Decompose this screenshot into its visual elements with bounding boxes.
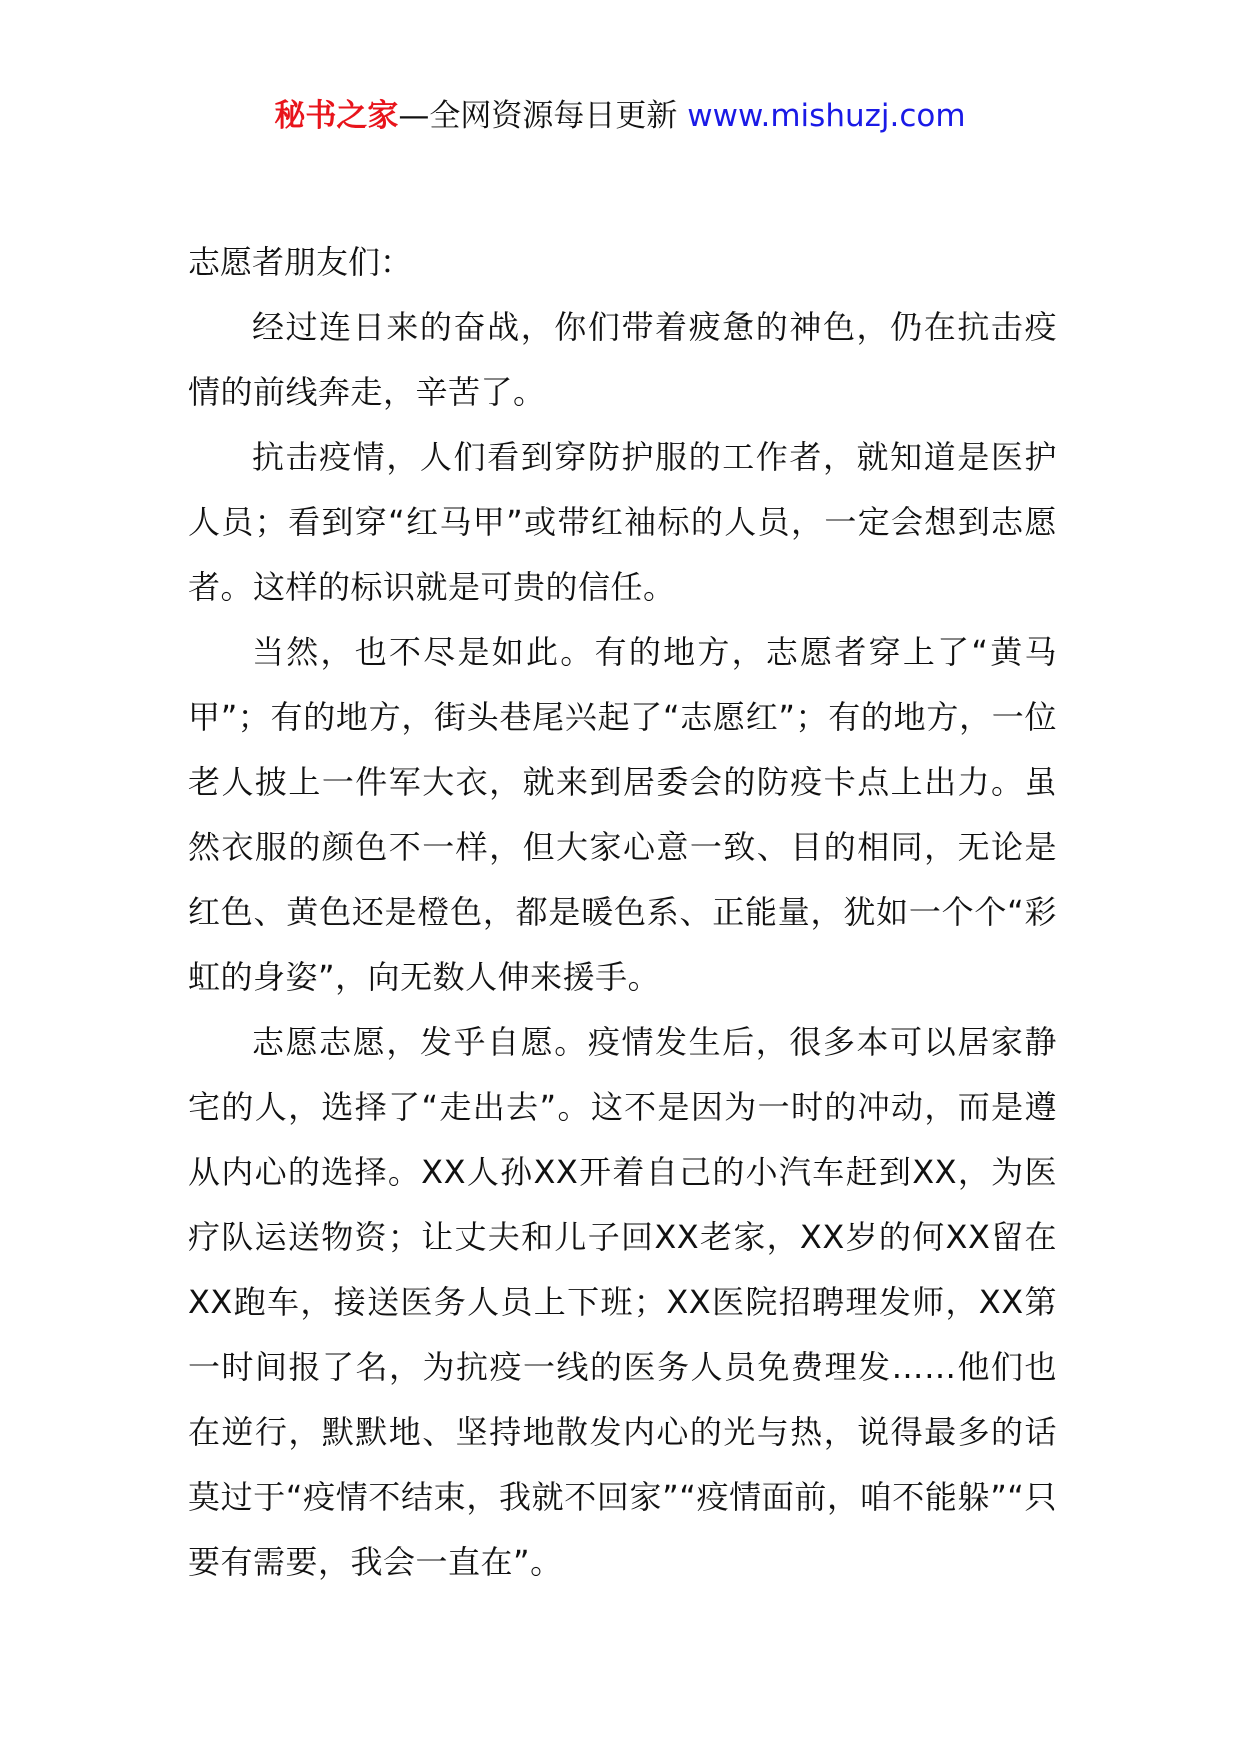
brand-name: 秘书之家 (274, 98, 399, 134)
letter-body (188, 230, 1057, 1595)
header-tagline: —全网资源每日更新 (398, 98, 688, 134)
website-url[interactable]: www.mishuzj.com (687, 98, 966, 134)
salutation: 志愿者朋友们： (188, 243, 413, 281)
paragraph-2: 抗击疫情，人们看到穿防护服的工作者，就知道是医护人员；看到穿“红马甲”或带红袖标的人员，一定会想到志愿者。这样的标识就是可贵的信任。 (188, 438, 1057, 606)
paragraph-4: 志愿志愿，发乎自愿。疫情发生后，很多本可以居家静宅的人，选择了“走出去”。这不是因为一时的冲动，而是遵从内心的选择。XX人孙XX开着自己的小汽车赶到XX，为医疗队运送物资；让丈夫和儿子回XX老家，XX岁的何XX留在XX跑车，接送医务人员上下班；XX医院招聘理发师，XX第一时间报了名，为抗疫一线的医务人员免费理发……他们也在逆行，默默地、坚持地散发内心的光与热，说得最多的话莫过于“疫情不结束，我就不回家”“疫情面前，咱不能躲”“只要有需要，我会一直在”。 (188, 1023, 1057, 1581)
paragraph-3: 当然，也不尽是如此。有的地方，志愿者穿上了“黄马甲”；有的地方，街头巷尾兴起了“志愿红”；有的地方，一位老人披上一件军大衣，就来到居委会的防疫卡点上出力。虽然衣服的颜色不一样，但大家心意一致、目的相同，无论是红色、黄色还是橙色，都是暖色系、正能量，犹如一个个“彩虹的身姿”，向无数人伸来援手。 (188, 633, 1057, 996)
page-header (0, 96, 1240, 136)
paragraph-1: 经过连日来的奋战，你们带着疲惫的神色，仍在抗击疫情的前线奔走，辛苦了。 (188, 308, 1057, 411)
